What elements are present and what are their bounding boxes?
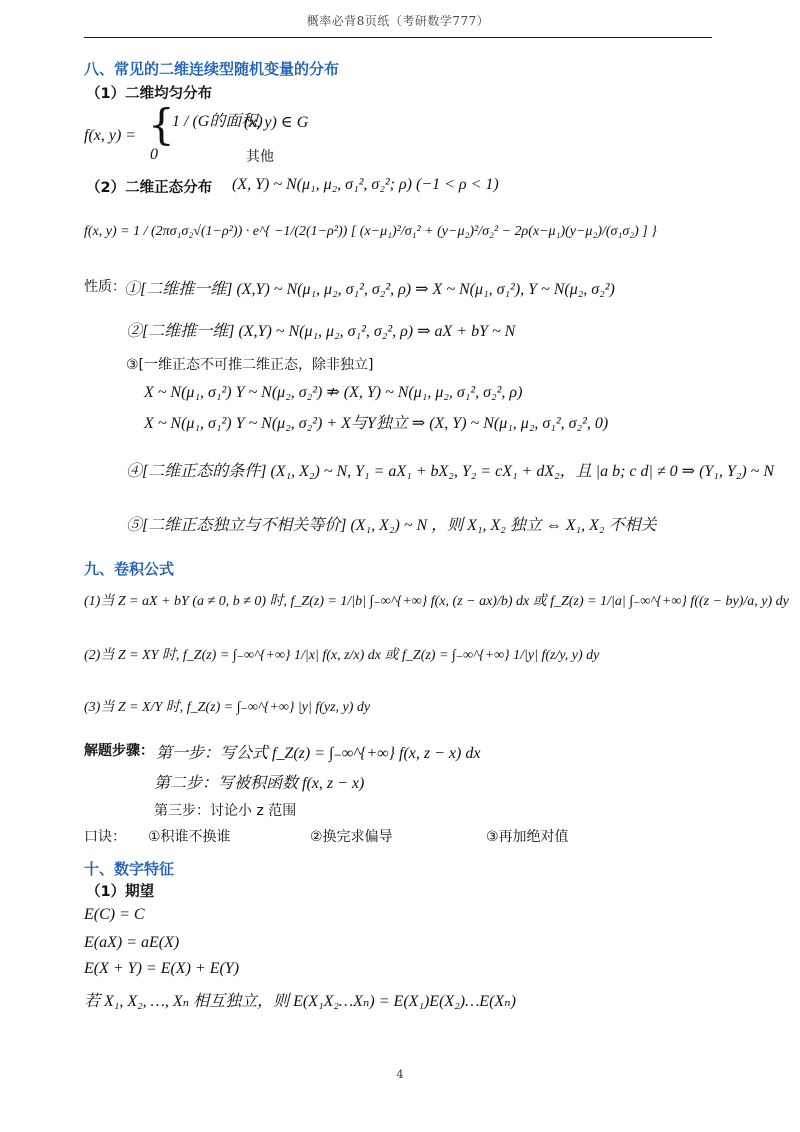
- mnemonic-2: ②换完求偏导: [310, 829, 393, 845]
- normal-title: （2）二维正态分布: [86, 180, 213, 196]
- property-1: ①[二维推一维] (X,Y) ~ N(μ₁, μ₂, σ₁², σ₂², ρ) ⇒ X ~ N(μ₁, σ₁²), Y ~ N(μ₂, σ₂²): [124, 281, 615, 298]
- steps-label: 解题步骤：: [84, 743, 154, 759]
- expectation-title: （1）期望: [86, 884, 155, 900]
- page-header: 概率必背8页纸（考研数学777）: [306, 14, 490, 28]
- expectation-rule-1: E(C) = C: [84, 906, 145, 923]
- mnemonic-3: ③再加绝对值: [486, 829, 569, 845]
- step-2: 第二步：写被积函数 f(x, z − x): [154, 775, 365, 792]
- property-5: ⑤[二维正态独立与不相关等价] (X₁, X₂) ~ N ，则 X₁, X₂ 独立 ⇔ X₁, X₂ 不相关: [126, 517, 657, 534]
- uniform-case1-cond: (x, y) ∈ G: [244, 114, 309, 131]
- header-rule: [84, 37, 712, 38]
- expectation-rule-4: 若 X₁, X₂, …, Xₙ 相互独立，则 E(X₁X₂…Xₙ) = E(X₁)E(X₂)…E(Xₙ): [84, 993, 516, 1010]
- uniform-lhs: f(x, y) =: [84, 127, 137, 144]
- expectation-rule-3: E(X + Y) = E(X) + E(Y): [84, 960, 240, 977]
- step-3: 第三步：讨论小 z 范围: [154, 803, 297, 819]
- uniform-case1-value: 1 / (G的面积): [172, 113, 263, 130]
- property-3b: X ~ N(μ₁, σ₁²) Y ~ N(μ₂, σ₂²) + X与Y独立 ⇒ (X, Y) ~ N(μ₁, μ₂, σ₁², σ₂², 0): [144, 415, 609, 432]
- convolution-formula-3: (3)当 Z = X/Y 时, f_Z(z) = ∫₋∞^{+∞} |y| f(yz, y) dy: [84, 700, 371, 715]
- section-10-title: 十、数字特征: [84, 860, 175, 878]
- step-1: 第一步：写公式 f_Z(z) = ∫₋∞^{+∞} f(x, z − x) dx: [156, 745, 481, 762]
- mnemonic-1: ①积谁不换谁: [148, 829, 231, 845]
- properties-label: 性质：: [84, 279, 126, 295]
- normal-notation: (X, Y) ~ N(μ₁, μ₂, σ₁², σ₂²; ρ) (−1 < ρ < 1): [232, 176, 499, 193]
- property-3a: X ~ N(μ₁, σ₁²) Y ~ N(μ₂, σ₂²) ⇏ (X, Y) ~ N(μ₁, μ₂, σ₁², σ₂², ρ): [144, 384, 523, 401]
- property-3: ③[一维正态不可推二维正态，除非独立]: [126, 357, 374, 373]
- piecewise-brace: {: [148, 100, 175, 149]
- convolution-formula-2: (2)当 Z = XY 时, f_Z(z) = ∫₋∞^{+∞} 1/|x| f(x, z/x) dx 或 f_Z(z) = ∫₋∞^{+∞} 1/|y| f(z/y, y) dy: [84, 648, 600, 663]
- uniform-case2-cond: 其他: [246, 149, 274, 165]
- normal-density: f(x, y) = 1 / (2πσ₁σ₂√(1−ρ²)) · e^{ −1/(2(1−ρ²)) [ (x−μ₁)²/σ₁² + (y−μ₂)²/σ₂² − 2ρ(x−μ₁)(y−μ₂)/(σ₁σ₂) ] }: [84, 224, 657, 239]
- mnemonic-label: 口诀：: [84, 829, 126, 845]
- uniform-title: （1）二维均匀分布: [86, 86, 213, 102]
- section-9-title: 九、卷积公式: [84, 560, 175, 578]
- convolution-formula-1: (1)当 Z = aX + bY (a ≠ 0, b ≠ 0) 时, f_Z(z) = 1/|b| ∫₋∞^{+∞} f(x, (z − ax)/b) dx 或 f_Z(z) = 1/|a| ∫₋∞^{+∞} f((z − by)/a, y) dy: [84, 594, 789, 609]
- uniform-case2-value: 0: [150, 146, 158, 163]
- property-2: ②[二维推一维] (X,Y) ~ N(μ₁, μ₂, σ₁², σ₂², ρ) ⇒ aX + bY ~ N: [126, 323, 516, 340]
- expectation-rule-2: E(aX) = aE(X): [84, 934, 180, 951]
- page-number: 4: [396, 1068, 404, 1081]
- property-4: ④[二维正态的条件] (X₁, X₂) ~ N, Y₁ = aX₁ + bX₂, Y₂ = cX₁ + dX₂，且 |a b; c d| ≠ 0 ⇒ (Y₁, Y₂) ~ N: [126, 463, 774, 480]
- section-8-title: 八、常见的二维连续型随机变量的分布: [84, 60, 340, 78]
